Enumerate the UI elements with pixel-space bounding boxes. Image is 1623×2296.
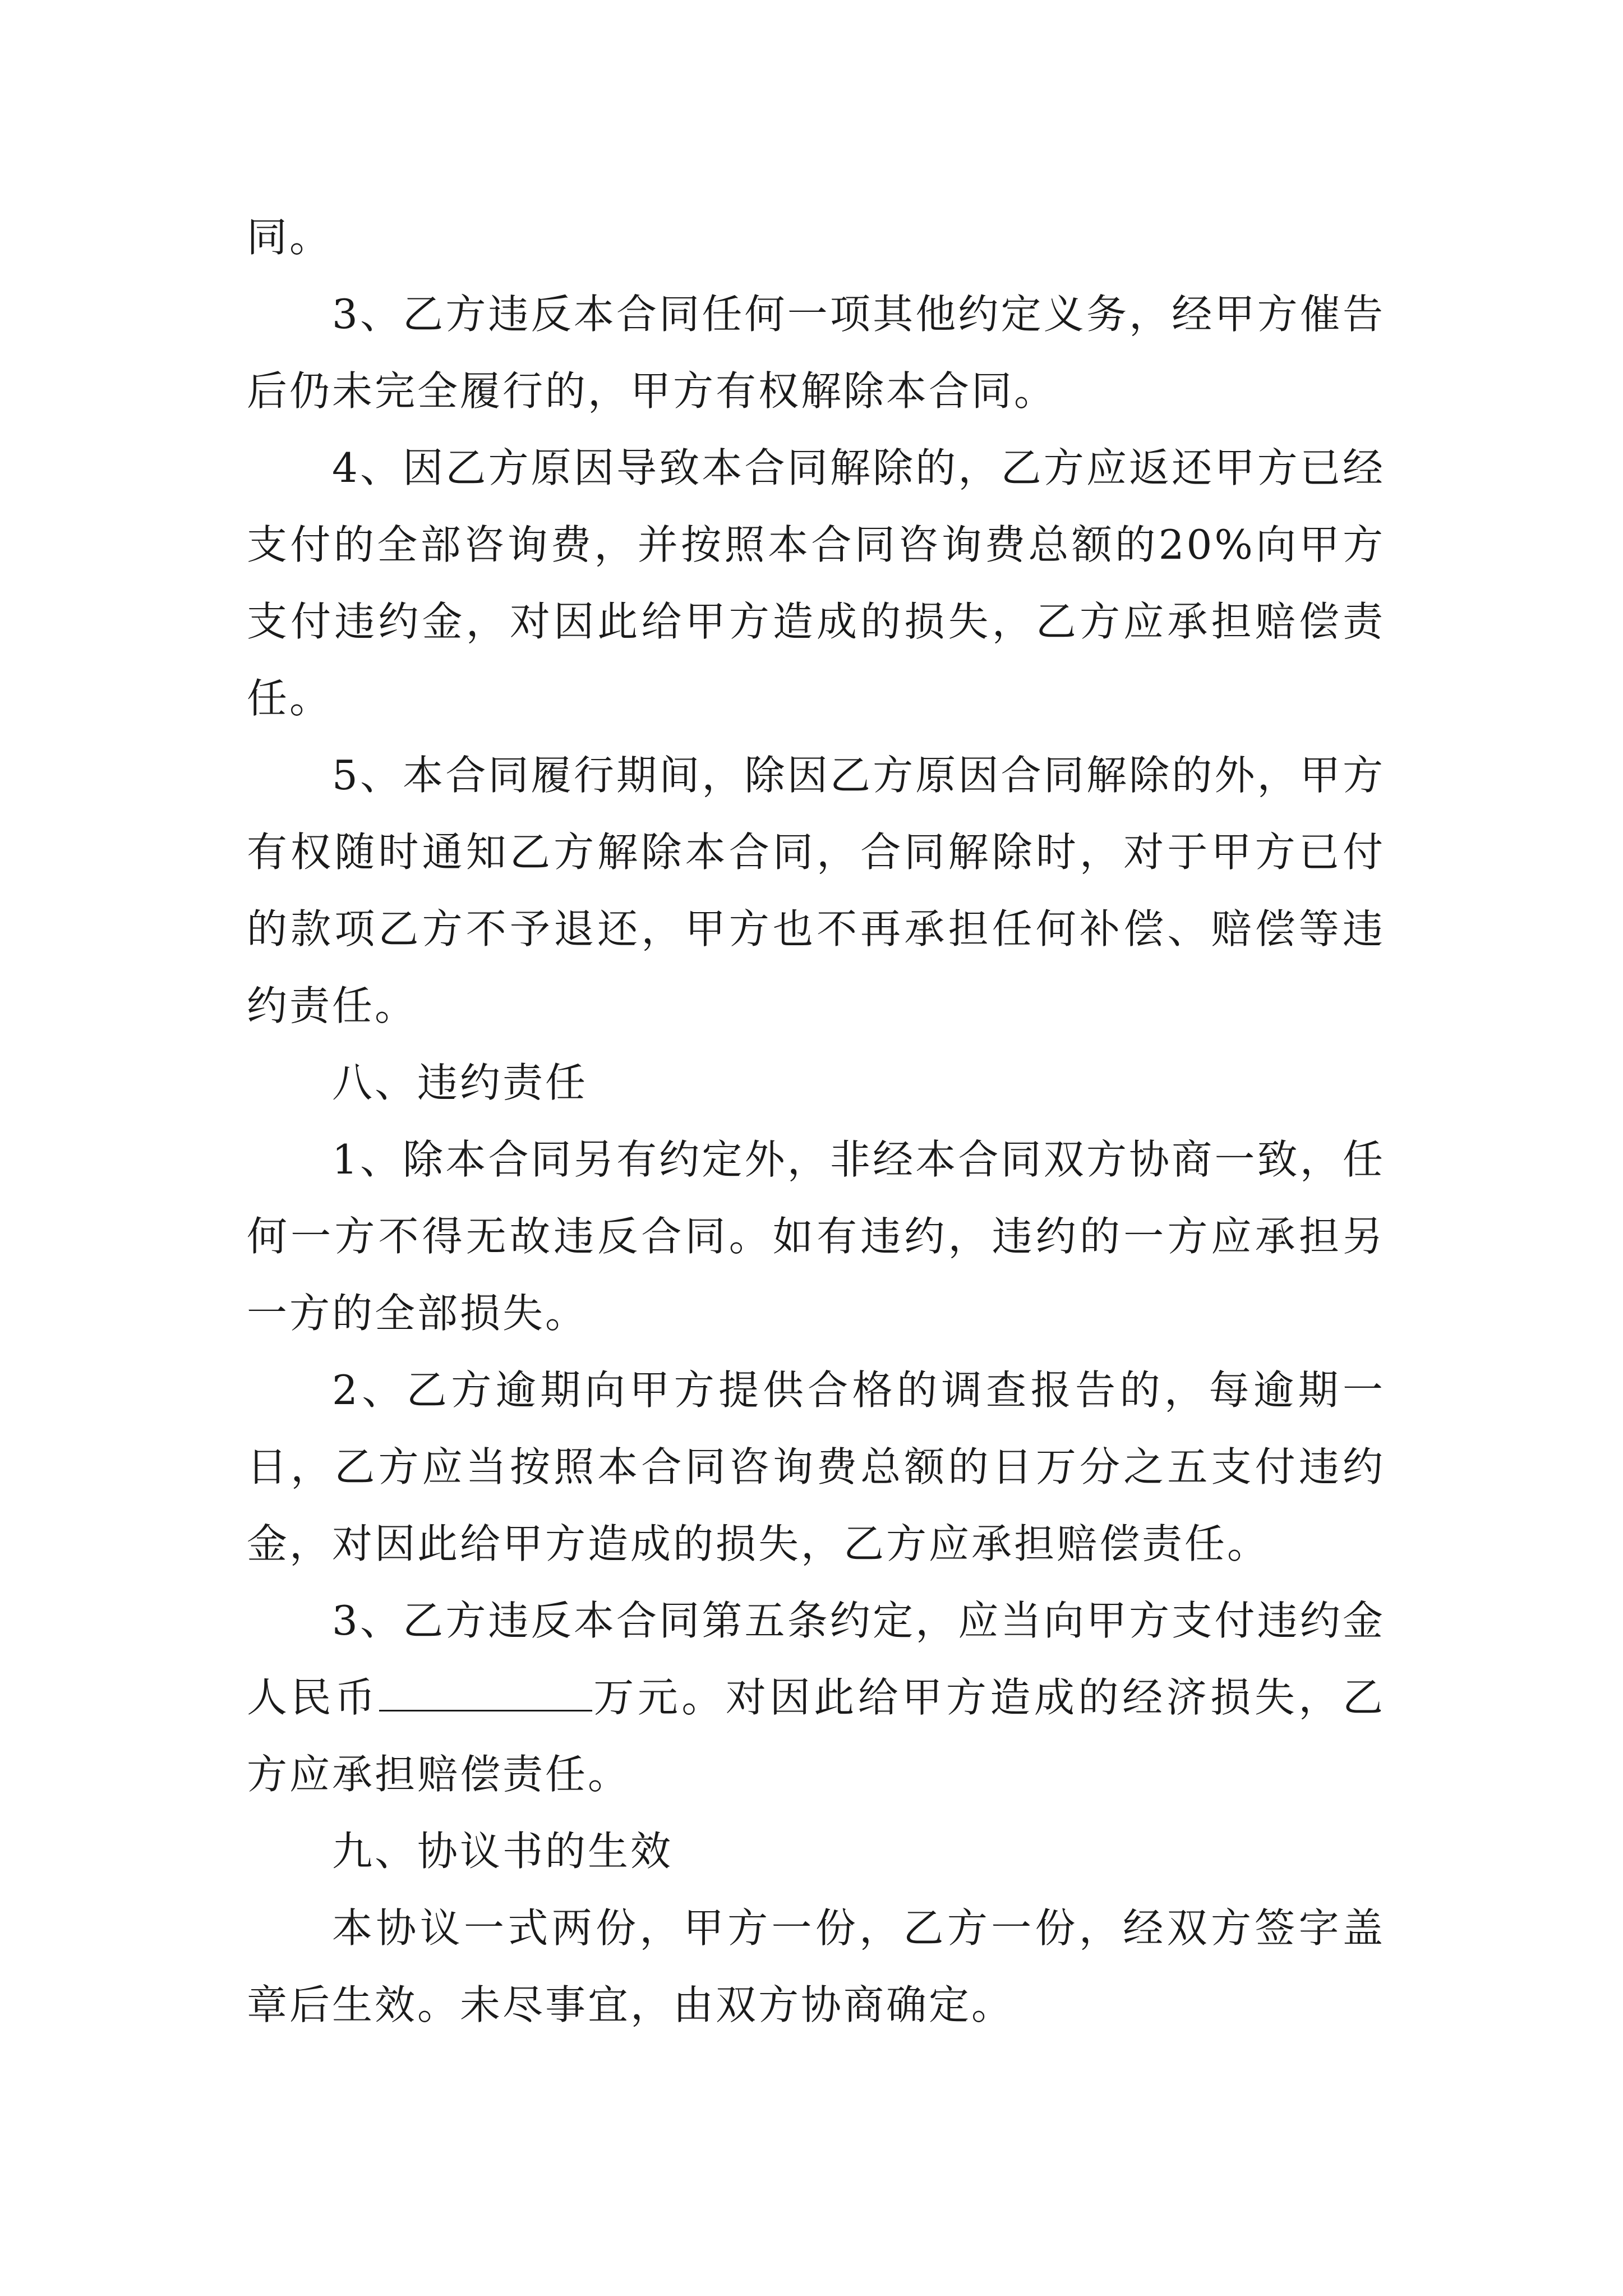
document-body (247, 199, 1385, 2044)
clause-8-3-text-after: 万元。对因此给甲方造成的经济损失，乙方应承担赔偿责任。 (247, 1674, 1385, 1798)
paragraph-continuation: 同。 (247, 214, 333, 261)
paragraph-clause-8-2: 2、乙方逾期向甲方提供合格的调查报告的，每逾期一日，乙方应当按照本合同咨询费总额的日万分之五支付违约金，对因此给甲方造成的损失，乙方应承担赔偿责任。 (247, 1366, 1385, 1567)
paragraph-effectiveness: 本协议一式两份，甲方一份，乙方一份，经双方签字盖章后生效。未尽事宜，由双方协商确定。 (247, 1904, 1385, 2028)
paragraph-clause-7-3: 3、乙方违反本合同任何一项其他约定义务，经甲方催告后仍未完全履行的，甲方有权解除本合同。 (247, 291, 1385, 415)
amount-blank-line (379, 1676, 592, 1711)
section-heading-effectiveness: 九、协议书的生效 (332, 1828, 674, 1875)
clause-8-3-text-before: 3、乙方违反本合同第五条约定，应当向甲方支付违约金人民币 (247, 1597, 1385, 1721)
paragraph-clause-8-3 (247, 1582, 1385, 1813)
section-heading-breach-liability: 八、违约责任 (332, 1059, 588, 1106)
paragraph-clause-8-1: 1、除本合同另有约定外，非经本合同双方协商一致，任何一方不得无故违反合同。如有违约，违约的一方应承担另一方的全部损失。 (247, 1136, 1385, 1337)
paragraph-clause-7-5: 5、本合同履行期间，除因乙方原因合同解除的外，甲方有权随时通知乙方解除本合同，合同解除时，对于甲方已付的款项乙方不予退还，甲方也不再承担任何补偿、赔偿等违约责任。 (247, 752, 1385, 1029)
paragraph-clause-7-4: 4、因乙方原因导致本合同解除的，乙方应返还甲方已经支付的全部咨询费，并按照本合同咨询费总额的20%向甲方支付违约金，对因此给甲方造成的损失，乙方应承担赔偿责任。 (247, 444, 1385, 722)
